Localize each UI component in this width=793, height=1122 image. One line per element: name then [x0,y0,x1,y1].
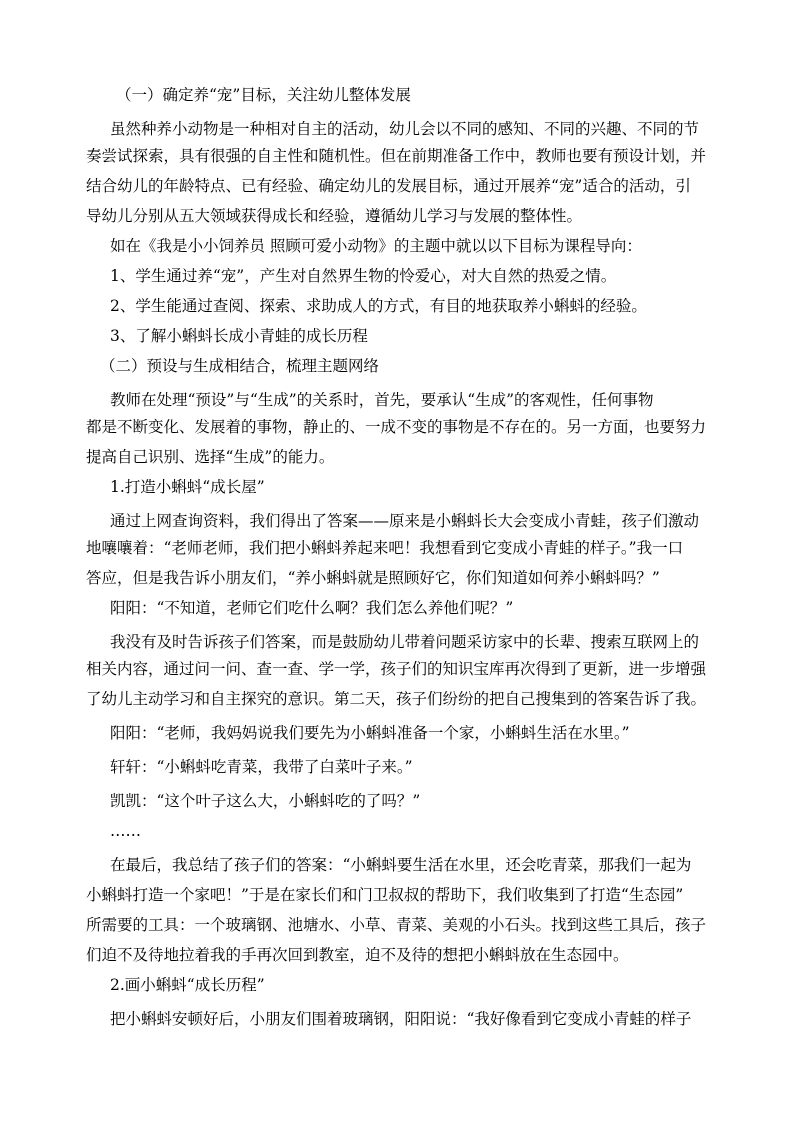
section2-heading: （二）预设与生成相结合，梳理主题网络 [100,357,380,375]
paragraph-line: 所需要的工具：一个玻璃钢、池塘水、小草、青菜、美观的小石头。找到这些工具后，孩子 [86,916,707,934]
paragraph-line: 虽然种养小动物是一种相对自主的活动，幼儿会以不同的感知、不同的兴趣、不同的节 [110,120,700,138]
goal-item: 1、学生通过养“宠”，产生对自然界生物的怜爱心，对大自然的热爱之情。 [110,267,617,285]
paragraph-line: 奏尝试探索，具有很强的自主性和随机性。但在前期准备工作中，教师也要有预设计划，并 [86,147,707,165]
paragraph-line: 在最后，我总结了孩子们的答案：“小蝌蚪要生活在水里，还会吃青菜，那我们一起为 [110,856,692,874]
paragraph-line: 了幼儿主动学习和自主探究的意识。第二天，孩子们纷纷的把自己搜集到的答案告诉了我。 [86,690,707,708]
paragraph-line: 提高自己识别、选择“生成”的能力。 [86,448,335,466]
dialogue-line: 轩轩：“小蝌蚪吃青菜，我带了白菜叶子来。” [110,758,413,776]
goal-item: 3、了解小蝌蚪长成小青蛙的成长历程 [110,327,368,345]
subsection1-heading: 1.打造小蝌蚪“成长屋” [110,478,265,496]
paragraph-line: 我没有及时告诉孩子们答案，而是鼓励幼儿带着问题采访家中的长辈、搜索互联网上的 [110,633,700,651]
goal-item: 2、学生能通过查阅、探索、求助成人的方式，有目的地获取养小蝌蚪的经验。 [110,297,647,315]
paragraph-line: 结合幼儿的年龄特点、已有经验、确定幼儿的发展目标，通过开展养“宠”适合的活动，引 [86,177,691,195]
paragraph-line: 如在《我是小小饲养员 照顾可爱小动物》的主题中就以以下目标为课程导向： [110,237,642,255]
ellipsis: …… [110,822,141,840]
dialogue-line: 阳阳：“不知道，老师它们吃什么啊？我们怎么养他们呢？” [110,599,514,617]
paragraph-line: 们迫不及待地拉着我的手再次回到教室，迫不及待的想把小蝌蚪放在生态园中。 [86,946,629,964]
paragraph-line: 导幼儿分别从五大领域获得成长和经验，遵循幼儿学习与发展的整体性。 [86,207,583,225]
subsection2-heading: 2.画小蝌蚪“成长历程” [110,976,265,994]
paragraph-line: 小蝌蚪打造一个家吧！”于是在家长们和门卫叔叔的帮助下，我们收集到了打造“生态园” [86,886,684,904]
paragraph-line: 相关内容，通过问一问、查一查、学一学，孩子们的知识宝库再次得到了更新，进一步增强 [86,660,707,678]
paragraph-line: 答应，但是我告诉小朋友们，“养小蝌蚪就是照顾好它，你们知道如何养小蝌蚪吗？” [86,569,660,587]
paragraph-line: 教师在处理“预设”与“生成”的关系时，首先，要承认“生成”的客观性，任何事物 [110,391,654,409]
paragraph-line: 地嚷嚷着：“老师老师，我们把小蝌蚪养起来吧！我想看到它变成小青蛙的样子。”我一口 [86,539,684,557]
dialogue-line: 凯凯：“这个叶子这么大，小蝌蚪吃的了吗？” [110,792,421,810]
paragraph-line: 通过上网查询资料，我们得出了答案——原来是小蝌蚪长大会变成小青蛙，孩子们激动 [110,512,700,530]
paragraph-line: 把小蝌蚪安顿好后，小朋友们围着玻璃钢，阳阳说：“我好像看到它变成小青蛙的样子 [110,1010,692,1028]
paragraph-line: 都是不断变化、发展着的事物，静止的、一成不变的事物是不存在的。另一方面，也要努力 [86,418,707,436]
dialogue-line: 阳阳：“老师，我妈妈说我们要先为小蝌蚪准备一个家，小蝌蚪生活在水里。” [110,724,630,742]
section1-heading: （一）确定养“宠”目标，关注幼儿整体发展 [116,86,411,104]
